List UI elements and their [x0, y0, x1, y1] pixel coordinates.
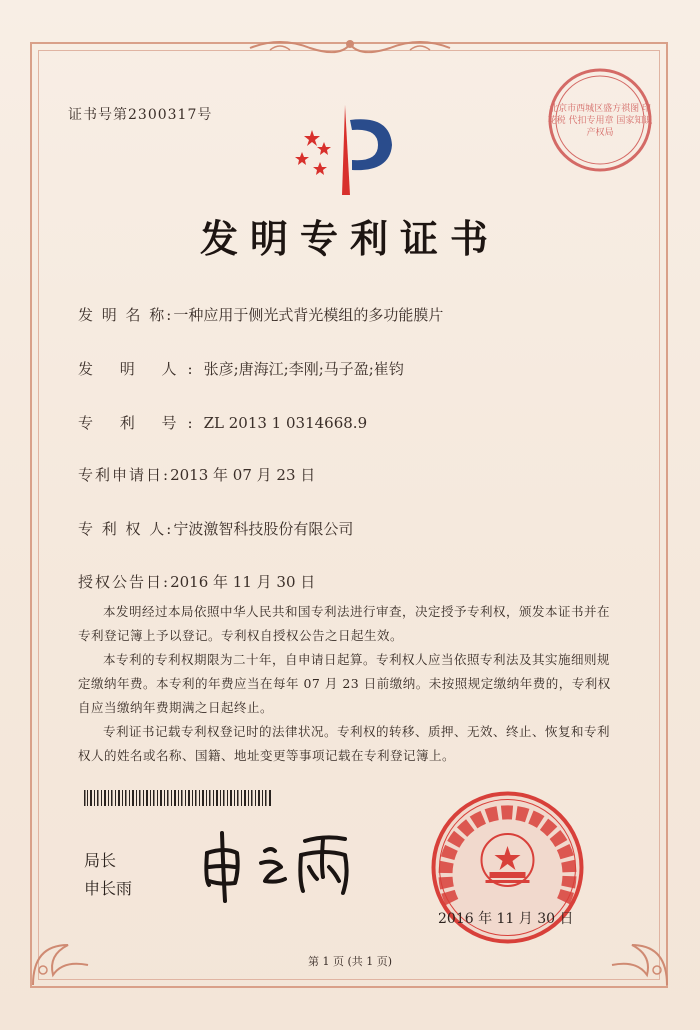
certificate-number: 证书号第2300317号	[68, 107, 213, 123]
signatory-name: 申长雨	[84, 879, 133, 898]
filing-date-label: 专利申请日:	[78, 466, 171, 484]
tax-stamp	[545, 65, 655, 175]
top-ornament	[240, 36, 460, 58]
tax-stamp-text: 北京市西城区盛方祺图 印花税 代扣专用章 国家知识产权局	[547, 104, 653, 138]
patent-number-label: 专 利 号:	[78, 414, 204, 432]
patentee-label: 专 利 权 人:	[78, 520, 174, 538]
inventors-value: 张彦;唐海江;李刚;马子盈;崔钧	[203, 360, 404, 378]
body-paragraph-1: 本发明经过本局依照中华人民共和国专利法进行审查，决定授予专利权，颁发本证书并在专利登记簿上予以登记。专利权自授权公告之日起生效。	[78, 604, 611, 643]
invention-name-value: 一种应用于侧光式背光模组的多功能膜片	[173, 306, 444, 324]
patentee-value: 宁波激智科技股份有限公司	[173, 520, 354, 538]
page-number: 第 1 页 (共 1 页)	[307, 955, 393, 968]
field-patentee	[78, 518, 353, 539]
body-paragraph-2: 本专利的专利权期限为二十年，自申请日起算。专利权人应当依照专利法及其实施细则规定缴纳年费。本专利的年费应当在每年 07 月 23 日前缴纳。未按照规定缴纳年费的，专利权自应当缴纳年费期满之日起终止。	[78, 652, 611, 715]
patent-number-value: ZL 2013 1 0314668.9	[203, 414, 368, 432]
invention-name-label: 发 明 名 称:	[78, 306, 174, 324]
signatory-title: 局长	[84, 851, 117, 870]
body-paragraph-3: 专利证书记载专利权登记时的法律状况。专利权的转移、质押、无效、终止、恢复和专利权人的姓名或名称、国籍、地址变更等事项记载在专利登记簿上。	[78, 724, 611, 763]
seal-date: 2016 年 11 月 30 日	[438, 911, 574, 927]
field-grant-date	[78, 571, 315, 592]
filing-date-value: 2013 年 07 月 23 日	[170, 466, 316, 484]
grant-date-value: 2016 年 11 月 30 日	[170, 573, 316, 591]
cnipa-logo-icon	[290, 100, 410, 200]
certificate-title: 发明专利证书	[199, 217, 500, 261]
grant-date-label: 授权公告日:	[78, 573, 171, 591]
handwritten-signature	[195, 825, 365, 905]
field-invention-name	[78, 304, 443, 325]
field-inventors	[78, 358, 404, 379]
certificate-body	[78, 600, 618, 768]
inventors-label: 发 明 人:	[78, 360, 204, 378]
field-filing-date	[78, 464, 315, 485]
barcode	[84, 790, 274, 806]
field-patent-number	[78, 412, 367, 433]
